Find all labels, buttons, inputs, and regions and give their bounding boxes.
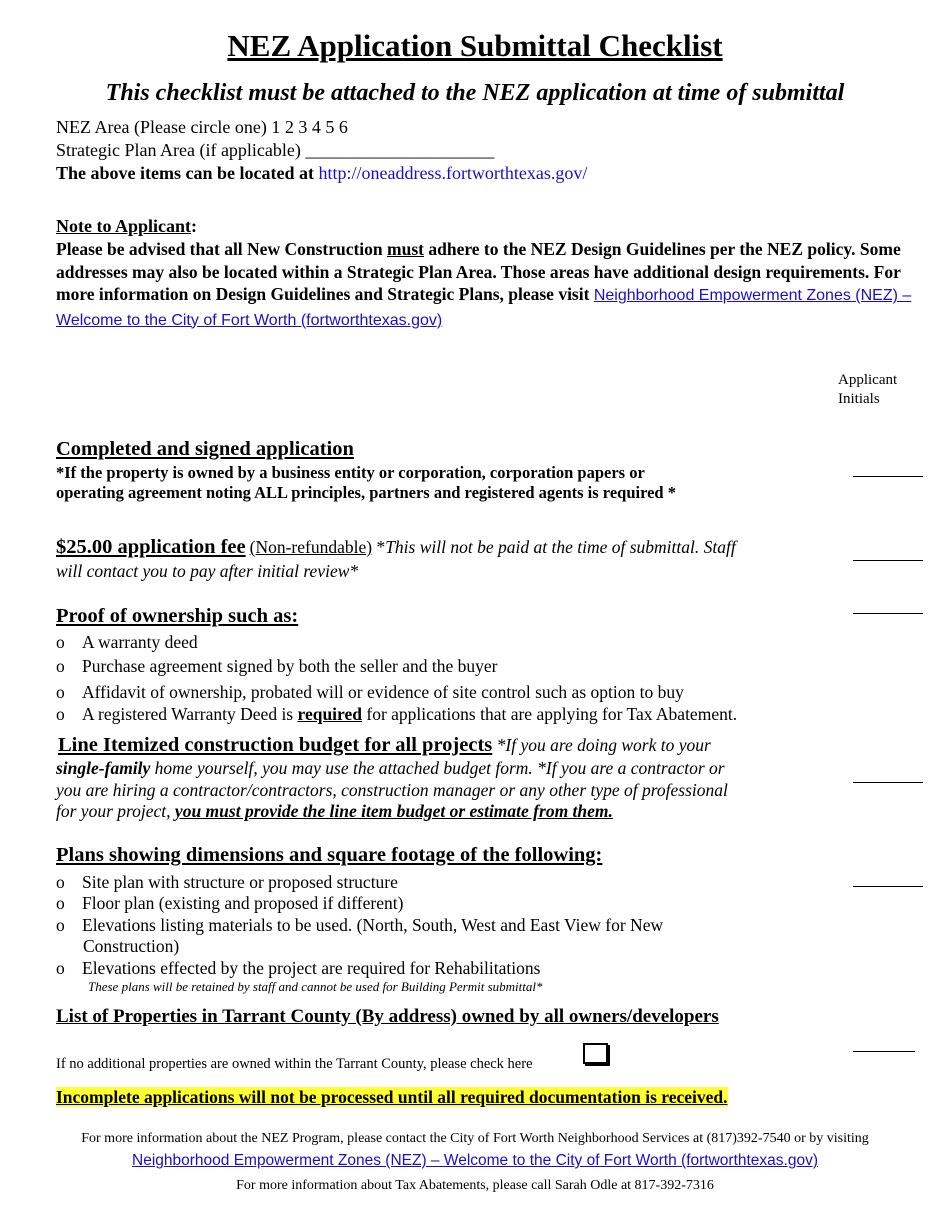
plans-item (56, 915, 663, 936)
initials-line-application[interactable] (853, 476, 923, 477)
budget-single-family: single-family (56, 758, 151, 778)
budget-line-4 (56, 801, 613, 822)
ownership-item-text: Purchase agreement signed by both the seller and the buyer (82, 656, 498, 676)
properties-check-label: If no additional properties are owned within the Tarrant County, please check here (56, 1056, 533, 1072)
ownership-item4-pre: A registered Warranty Deed is (82, 704, 298, 724)
initials-line-budget[interactable] (853, 782, 923, 783)
strategic-plan-line: Strategic Plan Area (if applicable) _____________________ (56, 140, 495, 160)
bullet-marker: o (56, 893, 65, 913)
budget-line4-pre: for your project, (56, 801, 175, 821)
bullet-marker: o (56, 632, 65, 652)
budget-line2-tail: home yourself, you may use the attached budget form. *If you are a contractor or (150, 758, 725, 778)
plans-heading (56, 844, 602, 867)
page-title: NEZ Application Submittal Checklist (227, 28, 723, 63)
application-heading: Completed and signed application (56, 438, 354, 460)
fee-heading: $25.00 application fee (56, 536, 246, 558)
ownership-item (56, 704, 737, 725)
footer-tax-line: For more information about Tax Abatements, please call Sarah Odle at 817-392-7316 (236, 1178, 714, 1193)
page-subtitle: This checklist must be attached to the NEZ application at time of submittal (105, 80, 845, 106)
ownership-item-text: A warranty deed (82, 632, 198, 652)
footer-contact-line: For more information about the NEZ Program, please contact the City of Fort Worth Neighborhood Services at (817)392-7540 or by visiting (81, 1131, 869, 1146)
nez-link[interactable]: Neighborhood Empowerment Zones (NEZ) – Welcome to the City of Fort Worth (fortworthtexas.gov) (56, 287, 912, 329)
note-heading-colon: : (191, 216, 197, 236)
bullet-marker: o (56, 704, 65, 724)
budget-heading: Line Itemized construction budget for all projects (58, 734, 493, 756)
footer-link-row (0, 1152, 950, 1170)
note-must: must (387, 239, 424, 259)
plans-item-text: Site plan with structure or proposed structure (82, 872, 398, 892)
plans-item (56, 958, 540, 979)
incomplete-warning (56, 1087, 728, 1108)
initials-line-plans[interactable] (853, 886, 923, 887)
budget-line-1 (58, 734, 711, 757)
bullet-marker: o (56, 872, 65, 892)
plans-item-text: Floor plan (existing and proposed if different) (82, 893, 404, 913)
bullet-marker: o (56, 958, 65, 978)
application-detail-1: *If the property is owned by a business entity or corporation, corporation papers or (56, 463, 645, 482)
ownership-item (56, 632, 198, 653)
footer-nez-link[interactable]: Neighborhood Empowerment Zones (NEZ) – Welcome to the City of Fort Worth (fortworthtexas.gov) (132, 1152, 818, 1169)
located-at-line (56, 163, 587, 184)
note-heading (56, 216, 197, 237)
plans-item-text: Elevations listing materials to be used. (North, South, West and East View for New (82, 915, 664, 935)
budget-must-provide: you must provide the line item budget or estimate from them. (174, 801, 613, 821)
ownership-item (56, 682, 684, 703)
plans-item-text: Elevations effected by the project are required for Rehabilitations (82, 958, 541, 978)
incomplete-warning-text: Incomplete applications will not be processed until all required documentation is received. (56, 1087, 728, 1107)
note-text-2: adhere to the NEZ Design Guidelines per the NEZ policy. Some addresses may also be located within a Strategic Plan Area. Those areas have additional design requirements. For more information on Design Guidelines and Strategic Plans, please visit (56, 239, 901, 304)
plans-heading-1: Plans showing dimensions and square (56, 844, 387, 866)
budget-line1-tail: *If you are doing work to your (492, 735, 711, 755)
fee-nonrefundable: (Non-refundable) (249, 537, 373, 557)
nez-area-line: NEZ Area (Please circle one) 1 2 3 4 5 6 (56, 117, 348, 137)
plans-item-continuation: Construction) (83, 936, 180, 956)
oneaddress-link[interactable]: http://oneaddress.fortworthtexas.gov/ (318, 163, 588, 183)
application-detail-2: operating agreement noting ALL principles, partners and registered agents is required * (56, 483, 676, 502)
ownership-item (56, 656, 498, 677)
bullet-marker: o (56, 656, 65, 676)
plans-heading-2: footage of the following: (391, 844, 603, 866)
fee-detail-2: will contact you to pay after initial review* (56, 561, 359, 581)
no-properties-checkbox[interactable] (583, 1043, 608, 1064)
initials-line-properties[interactable] (853, 1051, 915, 1052)
fee-star: * (372, 537, 386, 557)
plans-retained-note: These plans will be retained by staff and cannot be used for Building Permit submittal* (88, 979, 543, 994)
ownership-heading: Proof of ownership such as: (56, 605, 299, 627)
located-at-label: The above items can be located at (56, 163, 314, 183)
budget-line-2 (56, 758, 725, 779)
initials-line-fee[interactable] (853, 560, 923, 561)
ownership-item-text: Affidavit of ownership, probated will or evidence of site control such as option to buy (82, 682, 684, 702)
fee-line-1 (56, 536, 736, 559)
fee-detail-1: This will not be paid at the time of submittal. Staff (385, 537, 736, 557)
applicant-initials-label: Applicant Initials (838, 372, 898, 407)
plans-item (56, 893, 403, 914)
bullet-marker: o (56, 915, 65, 935)
note-text-1: Please be advised that all New Construction (56, 239, 388, 259)
ownership-required: required (297, 704, 362, 724)
budget-line-3: you are hiring a contractor/contractors, construction manager or any other type of professional (56, 780, 728, 800)
ownership-item4-post: for applications that are applying for Tax Abatement. (362, 704, 738, 724)
initials-line-ownership[interactable] (853, 613, 923, 614)
plans-item (56, 872, 398, 893)
note-heading-text: Note to Applicant (56, 216, 191, 236)
note-body (56, 238, 926, 332)
bullet-marker: o (56, 682, 65, 702)
properties-heading: List of Properties in Tarrant County (By address) owned by all owners/developers (56, 1006, 719, 1027)
